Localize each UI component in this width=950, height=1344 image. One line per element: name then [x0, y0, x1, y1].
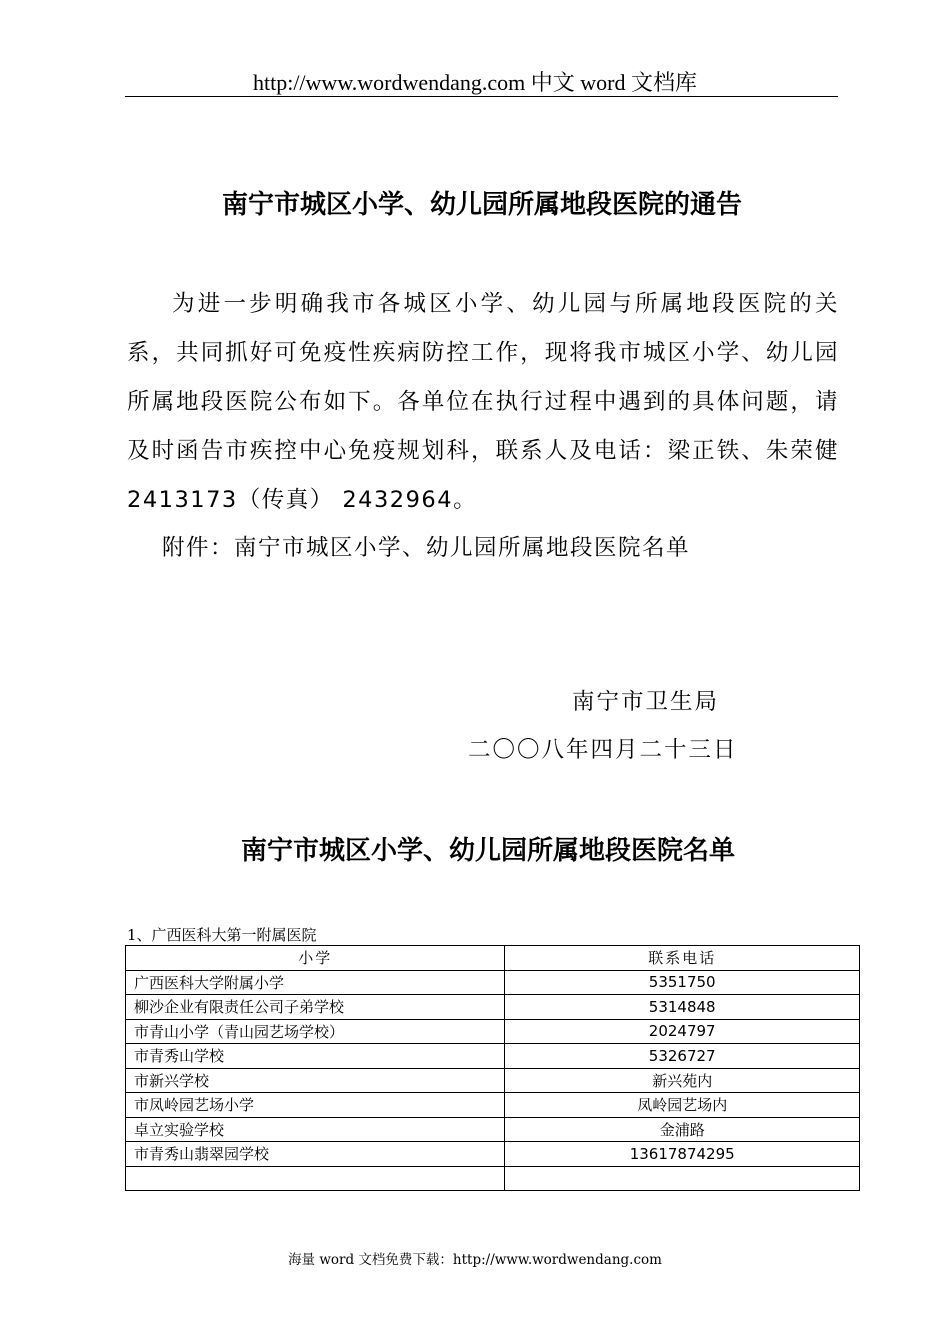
school-phone — [505, 1166, 860, 1191]
document-title: 南宁市城区小学、幼儿园所属地段医院的通告 — [221, 190, 742, 220]
school-name: 市青秀山翡翠园学校 — [126, 1142, 505, 1167]
table-row — [126, 995, 860, 1020]
column-header-school: 小学 — [126, 946, 505, 971]
school-phone: 2024797 — [505, 1019, 860, 1044]
school-name: 广西医科大学附属小学 — [126, 970, 505, 995]
school-name: 卓立实验学校 — [126, 1117, 505, 1142]
table-row — [126, 1044, 860, 1069]
page-footer: 海量 word 文档免费下载：http://www.wordwendang.com — [288, 1252, 662, 1268]
school-phone: 5326727 — [505, 1044, 860, 1069]
school-phone: 13617874295 — [505, 1142, 860, 1167]
table-row — [126, 1093, 860, 1118]
school-name: 市青山小学（青山园艺场学校） — [126, 1019, 505, 1044]
table-row — [126, 1068, 860, 1093]
signature-date: 二〇〇八年四月二十三日 — [468, 737, 738, 763]
signature-org: 南宁市卫生局 — [572, 689, 720, 715]
school-name: 市凤岭园艺场小学 — [126, 1093, 505, 1118]
table-row — [126, 1019, 860, 1044]
attachment-line: 附件：南宁市城区小学、幼儿园所属地段医院名单 — [162, 535, 691, 561]
table-row — [126, 1142, 860, 1167]
notice-body — [127, 280, 839, 525]
school-phone: 5351750 — [505, 970, 860, 995]
school-phone: 新兴苑内 — [505, 1068, 860, 1093]
table-row — [126, 970, 860, 995]
school-table — [125, 945, 860, 1191]
list-title: 南宁市城区小学、幼儿园所属地段医院名单 — [240, 836, 735, 866]
school-name: 柳沙企业有限责任公司子弟学校 — [126, 995, 505, 1020]
table-row-empty — [126, 1166, 860, 1191]
school-name: 市新兴学校 — [126, 1068, 505, 1093]
column-header-phone: 联系电话 — [505, 946, 860, 971]
table-row — [126, 1117, 860, 1142]
school-phone: 凤岭园艺场内 — [505, 1093, 860, 1118]
school-name: 市青秀山学校 — [126, 1044, 505, 1069]
notice-paragraph: 为进一步明确我市各城区小学、幼儿园与所属地段医院的关系，共同抓好可免疫性疾病防控工作，现将我市城区小学、幼儿园所属地段医院公布如下。各单位在执行过程中遇到的具体问题，请及时函告市疾控中心免疫规划科，联系人及电话：梁正铁、朱荣健 2413173（传真） 2432964。 — [127, 291, 839, 513]
school-phone: 金浦路 — [505, 1117, 860, 1142]
page-header: http://www.wordwendang.com 中文 word 文档库 — [252, 70, 698, 95]
hospital-section-label: 1、广西医科大第一附属医院 — [127, 926, 317, 944]
table-header-row — [126, 946, 860, 971]
header-divider — [125, 96, 838, 97]
school-phone: 5314848 — [505, 995, 860, 1020]
school-name — [126, 1166, 505, 1191]
